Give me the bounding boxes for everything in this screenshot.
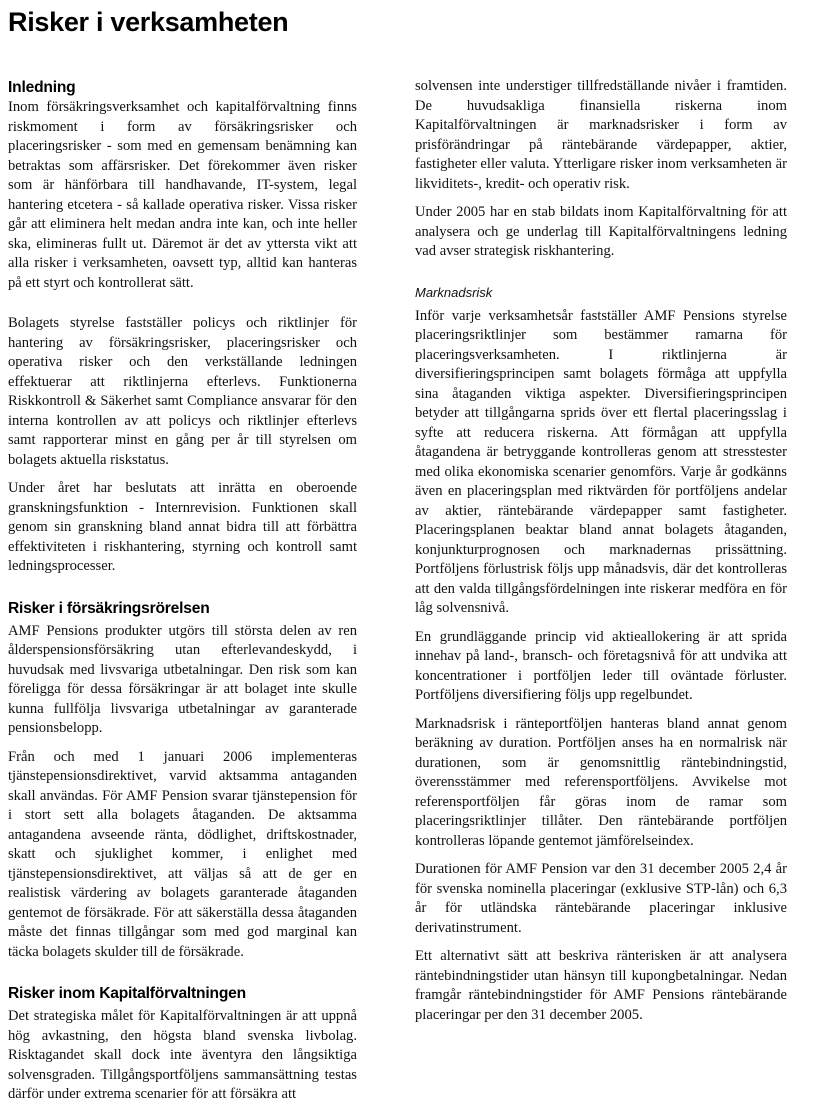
paragraph-marknadsrisk-3: Marknadsrisk i ränteportföljen hanteras bland annat genom beräkning av duration. Portföljen anses ha en normalrisk när durationen, som är genomsnittlig räntebindningstid, överensstämmer med referensportföljens. Avvikelse mot referensportföljen får göras inom de ramar som placeringsriktlinjer tillåter. Den räntebärande portföljen kontrolleras löpande gentemot jämförelseindex.: [415, 715, 787, 849]
page-title: Risker i verksamheten: [8, 7, 289, 37]
right-column: [415, 77, 787, 1034]
paragraph-kapital-2: solvensen inte understiger tillfredställande nivåer i framtiden. De huvudsakliga finansiella riskerna inom Kapitalförvaltningen är marknadsrisker i form av prisförändringar på räntebärande värdepapper, aktier, fastigheter eller valuta. Ytterligare risker inom verksamheten är likviditets-, kredit- och operativ risk.: [415, 78, 787, 192]
left-column: [8, 78, 357, 1114]
paragraph-marknadsrisk-1: Inför varje verksamhetsår fastställer AMF Pensions styrelse placeringsriktlinjer som bestämmer ramarna för placeringsverksamheten. I riktlinjerna är diversifieringsprincipen samt bolagets förmåga att uppfylla sina åtaganden viktiga aspekter. Diversifieringsprincipen betyder att tillgångarna sprids över ett flertal placeringsslag i syfte att reducera riskerna. Att förmågan att uppfylla åtagandena är betryggande kontrolleras genom att stresstester med olika ekonomiska scenarier genomförs. Varje år godkänns även en placeringsplan med riktvärden för portföljens andelar av aktier, räntebärande värdepapper samt fastigheter. Placeringsplanen beaktar bland annat bolagets åtaganden, konjunkturprognosen och marknadernas prissättning. Portföljens förlustrisk följs upp månadsvis, där det kontrolleras att den valda tillgångsfördelningen inte riskerar medföra en för låg solvensnivå.: [415, 307, 787, 616]
paragraph-rantebindning: Ett alternativt sätt att beskriva ränterisken är att analysera räntebindningstider utan hänsyn till kupongbetalningar. Nedan framgår räntebindningstider för AMF Pensions räntebärande placeringar per den 31 december 2005.: [415, 948, 787, 1023]
paragraph-marknadsrisk-2: En grundläggande princip vid aktieallokering är att sprida innehav på land-, bransch- och företagsnivå för att undvika att koncentrationer i portföljen leder till oväntade förluster. Portföljens diversifiering följs upp regelbundet.: [415, 628, 787, 703]
paragraph-inledning-1: Inom försäkringsverksamhet och kapitalförvaltning finns riskmoment i form av försäkringsrisker och placeringsrisker - som med en gemensam benämning kan betraktas som affärsrisker. Det förekommer även risker som är hänförbara till handhavande, IT-system, legal hantering etcetera - så kallade operativa risker. Vissa risker går att eliminera helt medan andra inte kan, och inte heller ska, elimineras fullt ut. Däremot är det av yttersta vikt att alla risker i verksamheten, oavsett typ, alltid kan hanteras på ett styrt och kontrollerat sätt.: [8, 99, 357, 291]
heading-risker-forsakringsrorelsen: Risker i försäkringsrörelsen: [8, 599, 210, 617]
heading-risker-kapitalforvaltningen: Risker inom Kapitalförvaltningen: [8, 985, 246, 1002]
paragraph-inledning-2: Bolagets styrelse fastställer policys och riktlinjer för hantering av försäkringsrisker, placeringsrisker och operativa risker och den verkställande ledningen effektuerar att riktlinjerna efterlevs. Funktionerna Riskkontroll & Säkerhet samt Compliance ansvarar för den interna kontrollen av att policys och riktlinjer efterlevs samt rapporterar minst en gång per år till styrelsen om bolagets aktuella riskstatus.: [8, 315, 357, 468]
paragraph-kapital-3: Under 2005 har en stab bildats inom Kapitalförvaltning för att analysera och ge underlag till Kapitalförvaltningens ledning vad avser strategisk riskhantering.: [415, 204, 787, 259]
paragraph-duration: Durationen för AMF Pension var den 31 december 2005 2,4 år för svenska nominella placeringar (exklusive STP-lån) och 6,3 år för utländska räntebärande placeringar inklusive derivatinstrument.: [415, 861, 787, 936]
paragraph-kapital-1: Det strategiska målet för Kapitalförvaltningen är att uppnå hög avkastning, den högsta bland svenska livbolag. Risktagandet skall dock inte äventyra den långsiktiga solvensgraden. Tillgångsportföljens sammansättning testas därför under extrema scenarier för att försäkra att: [8, 1008, 357, 1102]
heading-inledning: Inledning: [8, 79, 76, 96]
paragraph-inledning-3: Under året har beslutats att inrätta en oberoende granskningsfunktion - Internrevision. Funktionen skall genom sin granskning bland annat bidra till att förbättra effektiviteten i riskhantering, styrning och kontroll samt ledningsprocesser.: [8, 480, 357, 574]
paragraph-forsakring-2: Från och med 1 januari 2006 implementeras tjänstepensionsdirektivet, varvid aktsamma antaganden skall användas. För AMF Pension svarar tjänstepension för i stort sett alla bolagets åtaganden. De aktsamma antagandena avseende ränta, dödlighet, driftskostnader, skatt och sjuklighet kommer, i enlighet med tjänstepensionsdirektivet, att väljas så att de ger en realistisk värdering av bolagets garanterade åtaganden gentemot de försäkrade. För att säkerställa dessa åtaganden måste det finnas tillgångar som med god marginal kan täcka bolagets skulder till de försäkrade.: [8, 748, 357, 960]
heading-marknadsrisk: Marknadsrisk: [415, 284, 493, 300]
paragraph-forsakring-1: AMF Pensions produkter utgörs till största delen av ren ålderspensionsförsäkring utan efterlevandeskydd, i huvudsak med livsvariga utbetalningar. Den risk som kan föreligga för dessa försäkringar är att bolaget inte skulle kunna fullfölja livsvariga utbetalningar av garanterade pensionsbelopp.: [8, 622, 357, 736]
